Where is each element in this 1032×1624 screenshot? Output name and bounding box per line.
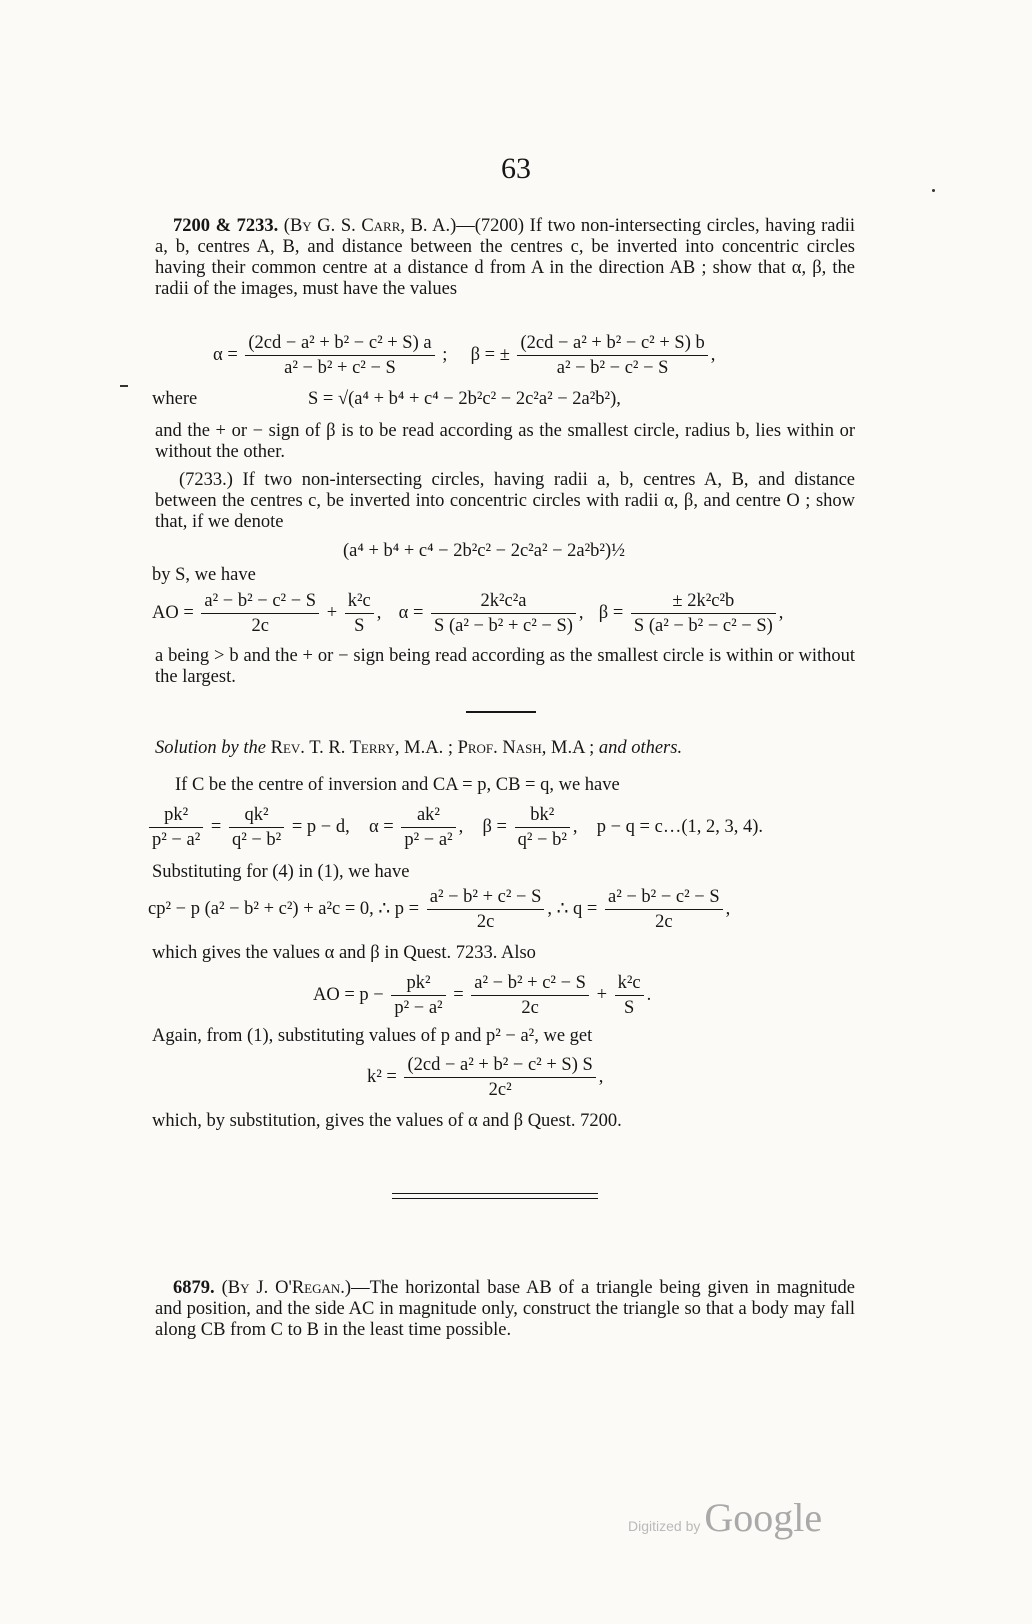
ao-lhs: AO = <box>152 602 194 623</box>
byline-prefix: Solution by the <box>155 738 266 758</box>
fraction <box>149 804 203 851</box>
equation-k: k² = $\frac{\text{(2cd − a² + b² − c² + S) S}}{\text{2c²}}$ , <box>367 1055 604 1100</box>
fraction <box>431 590 576 637</box>
question-7233-para2: a being > b and the + or − sign being read according as the smallest circle is within or without the largest. <box>155 646 855 687</box>
denominator: S <box>623 998 635 1018</box>
denominator: 2c <box>476 912 495 932</box>
where-label: where <box>152 389 198 409</box>
solution-byline <box>155 738 855 759</box>
numerator: a² − b² − c² − S <box>201 590 319 614</box>
by-s-label: by S, we have <box>152 565 256 585</box>
denominator: p² − a² <box>152 830 201 850</box>
denote-expression: (a⁴ + b⁴ + c⁴ − 2b²c² − 2c²a² − 2a²b²)½ <box>343 541 626 561</box>
denominator: 2c <box>655 912 673 932</box>
final-line: which, by substitution, gives the values of α and β Quest. 7200. <box>152 1111 622 1131</box>
numerator: k²c <box>345 590 374 614</box>
beta-lhs: β = <box>598 602 624 623</box>
double-rule-top <box>392 1193 598 1194</box>
fraction <box>401 804 455 851</box>
eq-tail: p − q = c…(1, 2, 3, 4). <box>596 816 764 837</box>
page-number: 63 <box>501 152 531 185</box>
question-7200-para2: and the + or − sign of β is to be read according as the smallest circle, radius b, lies within or without the other. <box>155 421 855 462</box>
fraction <box>229 804 284 851</box>
alpha-lhs: α = <box>368 816 394 837</box>
denominator: S (a² − b² + c² − S) <box>434 616 573 636</box>
numerator: a² − b² − c² − S <box>605 886 723 910</box>
alpha-lhs: α = <box>398 602 424 623</box>
eq-alpha-lhs: α = <box>213 344 238 365</box>
fraction <box>515 804 570 851</box>
numerator: 2k²c²a <box>431 590 576 614</box>
fraction <box>404 1054 595 1101</box>
beta-lhs: β = <box>482 816 507 837</box>
watermark-prefix: Digitized by <box>628 1518 701 1534</box>
again-line: Again, from (1), substituting values of p and p² − a², we get <box>152 1026 593 1046</box>
fraction <box>615 972 644 1019</box>
eq-middle: = p − d, <box>291 816 350 837</box>
byline-suffix: and others. <box>598 738 683 758</box>
equation-ao-alpha-beta: AO = $\frac{\text{a² − b² − c² − S}}{2c}$ + $\frac{\text{k²c}}{S}$ , α = $\frac{\text{2k²c²a}}{\text{S (a² − b² + c² − S)}}$ , β = $\frac{\text{± 2k²c²b}}{\text{S (a² − b² − c² − S)}}$ , <box>152 591 784 636</box>
numerator: (2cd − a² + b² − c² + S) S <box>404 1054 595 1078</box>
denominator: p² − a² <box>404 830 453 850</box>
numerator: a² − b² + c² − S <box>471 972 589 996</box>
question-number: 7200 & 7233. <box>173 216 279 236</box>
denominator: S <box>354 616 365 636</box>
numerator: pk² <box>391 972 445 996</box>
watermark-brand: Google <box>704 1495 823 1540</box>
fraction <box>427 886 545 933</box>
separator: ; <box>442 344 448 365</box>
denominator: 2c² <box>488 1080 512 1100</box>
denominator: p² − a² <box>394 998 443 1018</box>
fraction <box>517 332 707 379</box>
scan-speck <box>120 385 128 387</box>
numerator: (2cd − a² + b² − c² + S) b <box>517 332 707 356</box>
equation-p-q: cp² − p (a² − b² + c²) + a²c = 0, ∴ p = $\frac{\text{a² − b² + c² − S}}{2c}$ , ∴ q = $\frac{\text{a² − b² − c² − S}}{2c}$ , <box>148 887 731 932</box>
denominator: 2c <box>251 616 269 636</box>
fraction <box>201 590 319 637</box>
question-text: —The horizontal base AB of a triangle being given in magnitude and position, and the side AC in magnitude only, construct the triangle so that a body may fall along CB from C to B in the least time possible. <box>155 1278 856 1340</box>
eq-mid: , ∴ q = <box>547 898 598 919</box>
denominator: a² − b² + c² − S <box>284 358 396 378</box>
numerator: (2cd − a² + b² − c² + S) a <box>245 332 434 356</box>
eq-beta-lhs: β = ± <box>470 344 510 365</box>
question-text: —(7200) If two non-intersecting circles, having radii a, b, centres A, B, and distance between the centres c, be inverted into concentric circles having their common centre at a distance d from A in the direction AB ; show that α, β, the radii of the images, must have the values <box>155 216 855 299</box>
fraction <box>605 886 723 933</box>
which-gives-line: which gives the values α and β in Quest. 7233. Also <box>152 943 536 963</box>
question-6879 <box>155 1278 855 1341</box>
substituting-line: Substituting for (4) in (1), we have <box>152 862 410 882</box>
double-rule-bottom <box>392 1198 598 1199</box>
byline-authors: Rev. T. R. Terry, M.A. ; Prof. Nash, M.A ; <box>270 738 595 758</box>
section-divider <box>466 711 536 713</box>
equation-alpha-beta <box>213 332 715 379</box>
question-7233-para: (7233.) If two non-intersecting circles, having radii a, b, centres A, B, and distance between the centres c, be inverted into concentric circles with radii α, β, and centre O ; show that, if we denote <box>155 470 855 532</box>
denominator: 2c <box>521 998 539 1018</box>
denominator: q² − b² <box>231 830 282 850</box>
scan-speck <box>932 189 935 192</box>
numerator: k²c <box>615 972 644 996</box>
equation-1-4: $\frac{\text{pk²}}{\text{p² − a²}}$ = $\frac{\text{qk²}}{\text{q² − b²}}$ = p − d, α = $\frac{\text{ak²}}{\text{p² − a²}}$ , β = $\frac{\text{bk²}}{\text{q² − b²}}$ , p − q = c…(1, 2, 3, 4). <box>146 804 763 851</box>
eq-left: k² = <box>367 1066 397 1087</box>
s-definition: S = √(a⁴ + b⁴ + c⁴ − 2b²c² − 2c²a² − 2a²b²), <box>308 389 621 409</box>
fraction <box>631 590 776 637</box>
denominator: S (a² − b² − c² − S) <box>633 616 773 636</box>
numerator: bk² <box>515 804 570 828</box>
question-author: (By G. S. Carr, B. A.) <box>283 216 457 236</box>
numerator: ± 2k²c²b <box>631 590 776 614</box>
numerator: ak² <box>401 804 455 828</box>
fraction <box>471 972 589 1019</box>
numerator: a² − b² + c² − S <box>427 886 545 910</box>
eq-left: AO = p − <box>313 984 384 1005</box>
fraction <box>245 332 434 379</box>
fraction <box>345 590 374 637</box>
plus-sign: + <box>326 602 338 623</box>
numerator: pk² <box>149 804 203 828</box>
equation-ao: AO = p − $\frac{\text{pk²}}{\text{p² − a²}}$ = $\frac{\text{a² − b² + c² − S}}{2c}$ + $\frac{\text{k²c}}{S}$ . <box>313 973 652 1018</box>
question-author: (By J. O'Regan.) <box>221 1278 352 1298</box>
fraction <box>391 972 445 1019</box>
numerator: qk² <box>229 804 284 828</box>
solution-intro: If C be the centre of inversion and CA = p, CB = q, we have <box>175 775 620 795</box>
comma: , <box>710 344 716 365</box>
digitized-by-google-watermark <box>628 1494 822 1541</box>
question-number: 6879. <box>173 1278 215 1298</box>
question-7200-para1 <box>155 216 855 300</box>
denominator: q² − b² <box>517 830 567 850</box>
eq-left: cp² − p (a² − b² + c²) + a²c = 0, ∴ p = <box>148 898 420 919</box>
denominator: a² − b² − c² − S <box>556 358 669 378</box>
